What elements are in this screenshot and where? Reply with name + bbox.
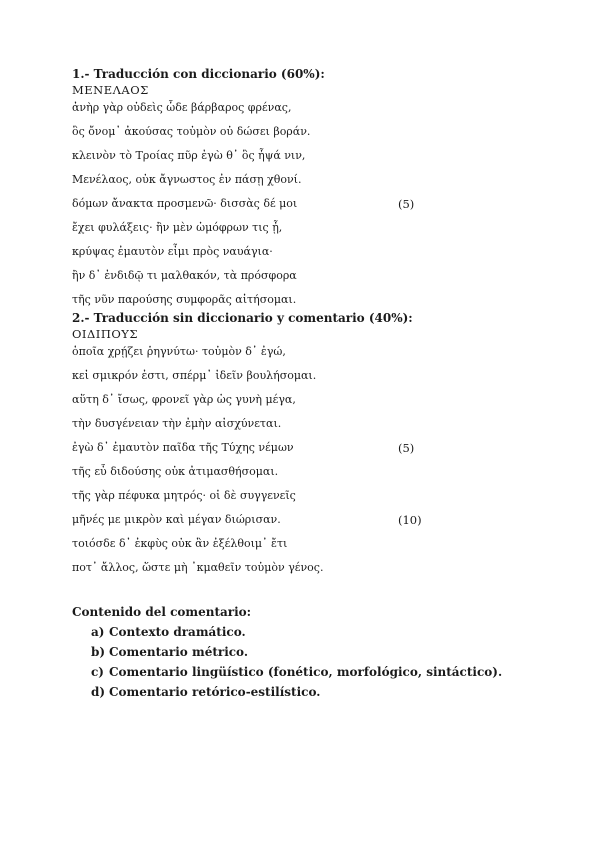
verse-text: τὴν δυσγένειαν τὴν ἐμὴν αἰσχύνεται. [72, 417, 282, 430]
section-1-speaker: ΜΕΝΕΛΑΟΣ [72, 83, 149, 97]
verse-number: (5) [398, 441, 415, 455]
list-marker: b) [91, 645, 106, 659]
verse-text: μῆνές με μικρὸν καὶ μέγαν διώρισαν. [72, 513, 281, 526]
list-marker: d) [91, 685, 106, 699]
verse-number: (10) [398, 513, 422, 527]
section-2-heading: 2.- Traducción sin diccionario y comentario (40%): [72, 311, 413, 325]
commentary-list [72, 624, 542, 704]
verse-text: ἢν δ᾽ ἐνδιδῷ τι μαλθακόν, τὰ πρόσφορα [72, 269, 297, 282]
verse-line [72, 268, 542, 292]
verse-text: τοιόσδε δ᾽ ἐκφὺς οὐκ ἂν ἐξέλθοιμ᾽ ἔτι [72, 537, 288, 550]
verse-text: τῆς γὰρ πέφυκα μητρός· οἱ δὲ συγγενεῖς [72, 489, 296, 502]
section-1-verses [72, 100, 542, 310]
verse-text: ἐγὼ δ᾽ ἐμαυτὸν παῖδα τῆς Τύχης νέμων [72, 441, 294, 454]
verse-text: ὁποῖα χρῄζει ῥηγνύτω· τοὐμὸν δ᾽ ἐγώ, [72, 345, 286, 358]
list-item [72, 624, 542, 644]
verse-number: (5) [398, 197, 415, 211]
verse-text: ἀνὴρ γὰρ οὐδεὶς ὧδε βάρβαρος φρένας, [72, 101, 292, 114]
spacer [72, 584, 542, 604]
list-item-text: Comentario lingüístico (fonético, morfológico, sintáctico). [109, 665, 503, 679]
section-1-heading: 1.- Traducción con diccionario (60%): [72, 67, 325, 81]
verse-text: ὃς ὄνομ᾽ ἀκούσας τοὐμὸν οὐ δώσει βοράν. [72, 125, 311, 138]
verse-line [72, 196, 542, 220]
verse-line [72, 124, 542, 148]
section-2-speaker: ΟΙΔΙΠΟΥΣ [72, 327, 138, 341]
commentary-title: Contenido del comentario: [72, 605, 252, 619]
list-item [72, 684, 542, 704]
verse-line [72, 512, 542, 536]
verse-line [72, 244, 542, 268]
verse-line [72, 440, 542, 464]
verse-line [72, 464, 542, 488]
list-item-text: Contexto dramático. [109, 625, 246, 639]
verse-line [72, 172, 542, 196]
verse-line [72, 488, 542, 512]
list-marker: a) [91, 625, 105, 639]
verse-text: ποτ᾽ ἄλλος, ὥστε μὴ ᾽κμαθεῖν τοὐμὸν γένος. [72, 561, 324, 574]
verse-line [72, 536, 542, 560]
verse-line [72, 292, 542, 310]
list-item-text: Comentario métrico. [109, 645, 249, 659]
verse-text: Μενέλαος, οὐκ ἄγνωστος ἐν πάσῃ χθονί. [72, 173, 302, 186]
verse-line [72, 368, 542, 392]
verse-line [72, 416, 542, 440]
list-item [72, 664, 542, 684]
list-marker: c) [91, 665, 104, 679]
list-item-text: Comentario retórico-estilístico. [109, 685, 321, 699]
verse-text: κλεινὸν τὸ Τροίας πῦρ ἐγὼ θ᾽ ὃς ἧψά νιν, [72, 149, 306, 162]
verse-text: δόμων ἄνακτα προσμενῶ· δισσὰς δέ μοι [72, 197, 298, 210]
section-2-verses [72, 344, 542, 584]
verse-text: αὕτη δ᾽ ἴσως, φρονεῖ γὰρ ὡς γυνὴ μέγα, [72, 393, 296, 406]
verse-line [72, 220, 542, 244]
verse-text: ἔχει φυλάξεις· ἢν μὲν ὠμόφρων τις ᾖ, [72, 221, 283, 234]
verse-line [72, 148, 542, 172]
list-item [72, 644, 542, 664]
verse-line [72, 392, 542, 416]
verse-text: τῆς εὖ διδούσης οὐκ ἀτιμασθήσομαι. [72, 465, 279, 478]
verse-text: κεἰ σμικρόν ἐστι, σπέρμ᾽ ἰδεῖν βουλήσομαι. [72, 369, 317, 382]
verse-text: κρύψας ἐμαυτὸν εἶμι πρὸς ναυάγια· [72, 245, 273, 258]
verse-text: τῆς νῦν παρούσης συμφορᾶς αἰτήσομαι. [72, 293, 297, 306]
verse-line [72, 560, 542, 584]
exam-page [72, 66, 542, 704]
verse-line [72, 344, 542, 368]
verse-line [72, 100, 542, 124]
